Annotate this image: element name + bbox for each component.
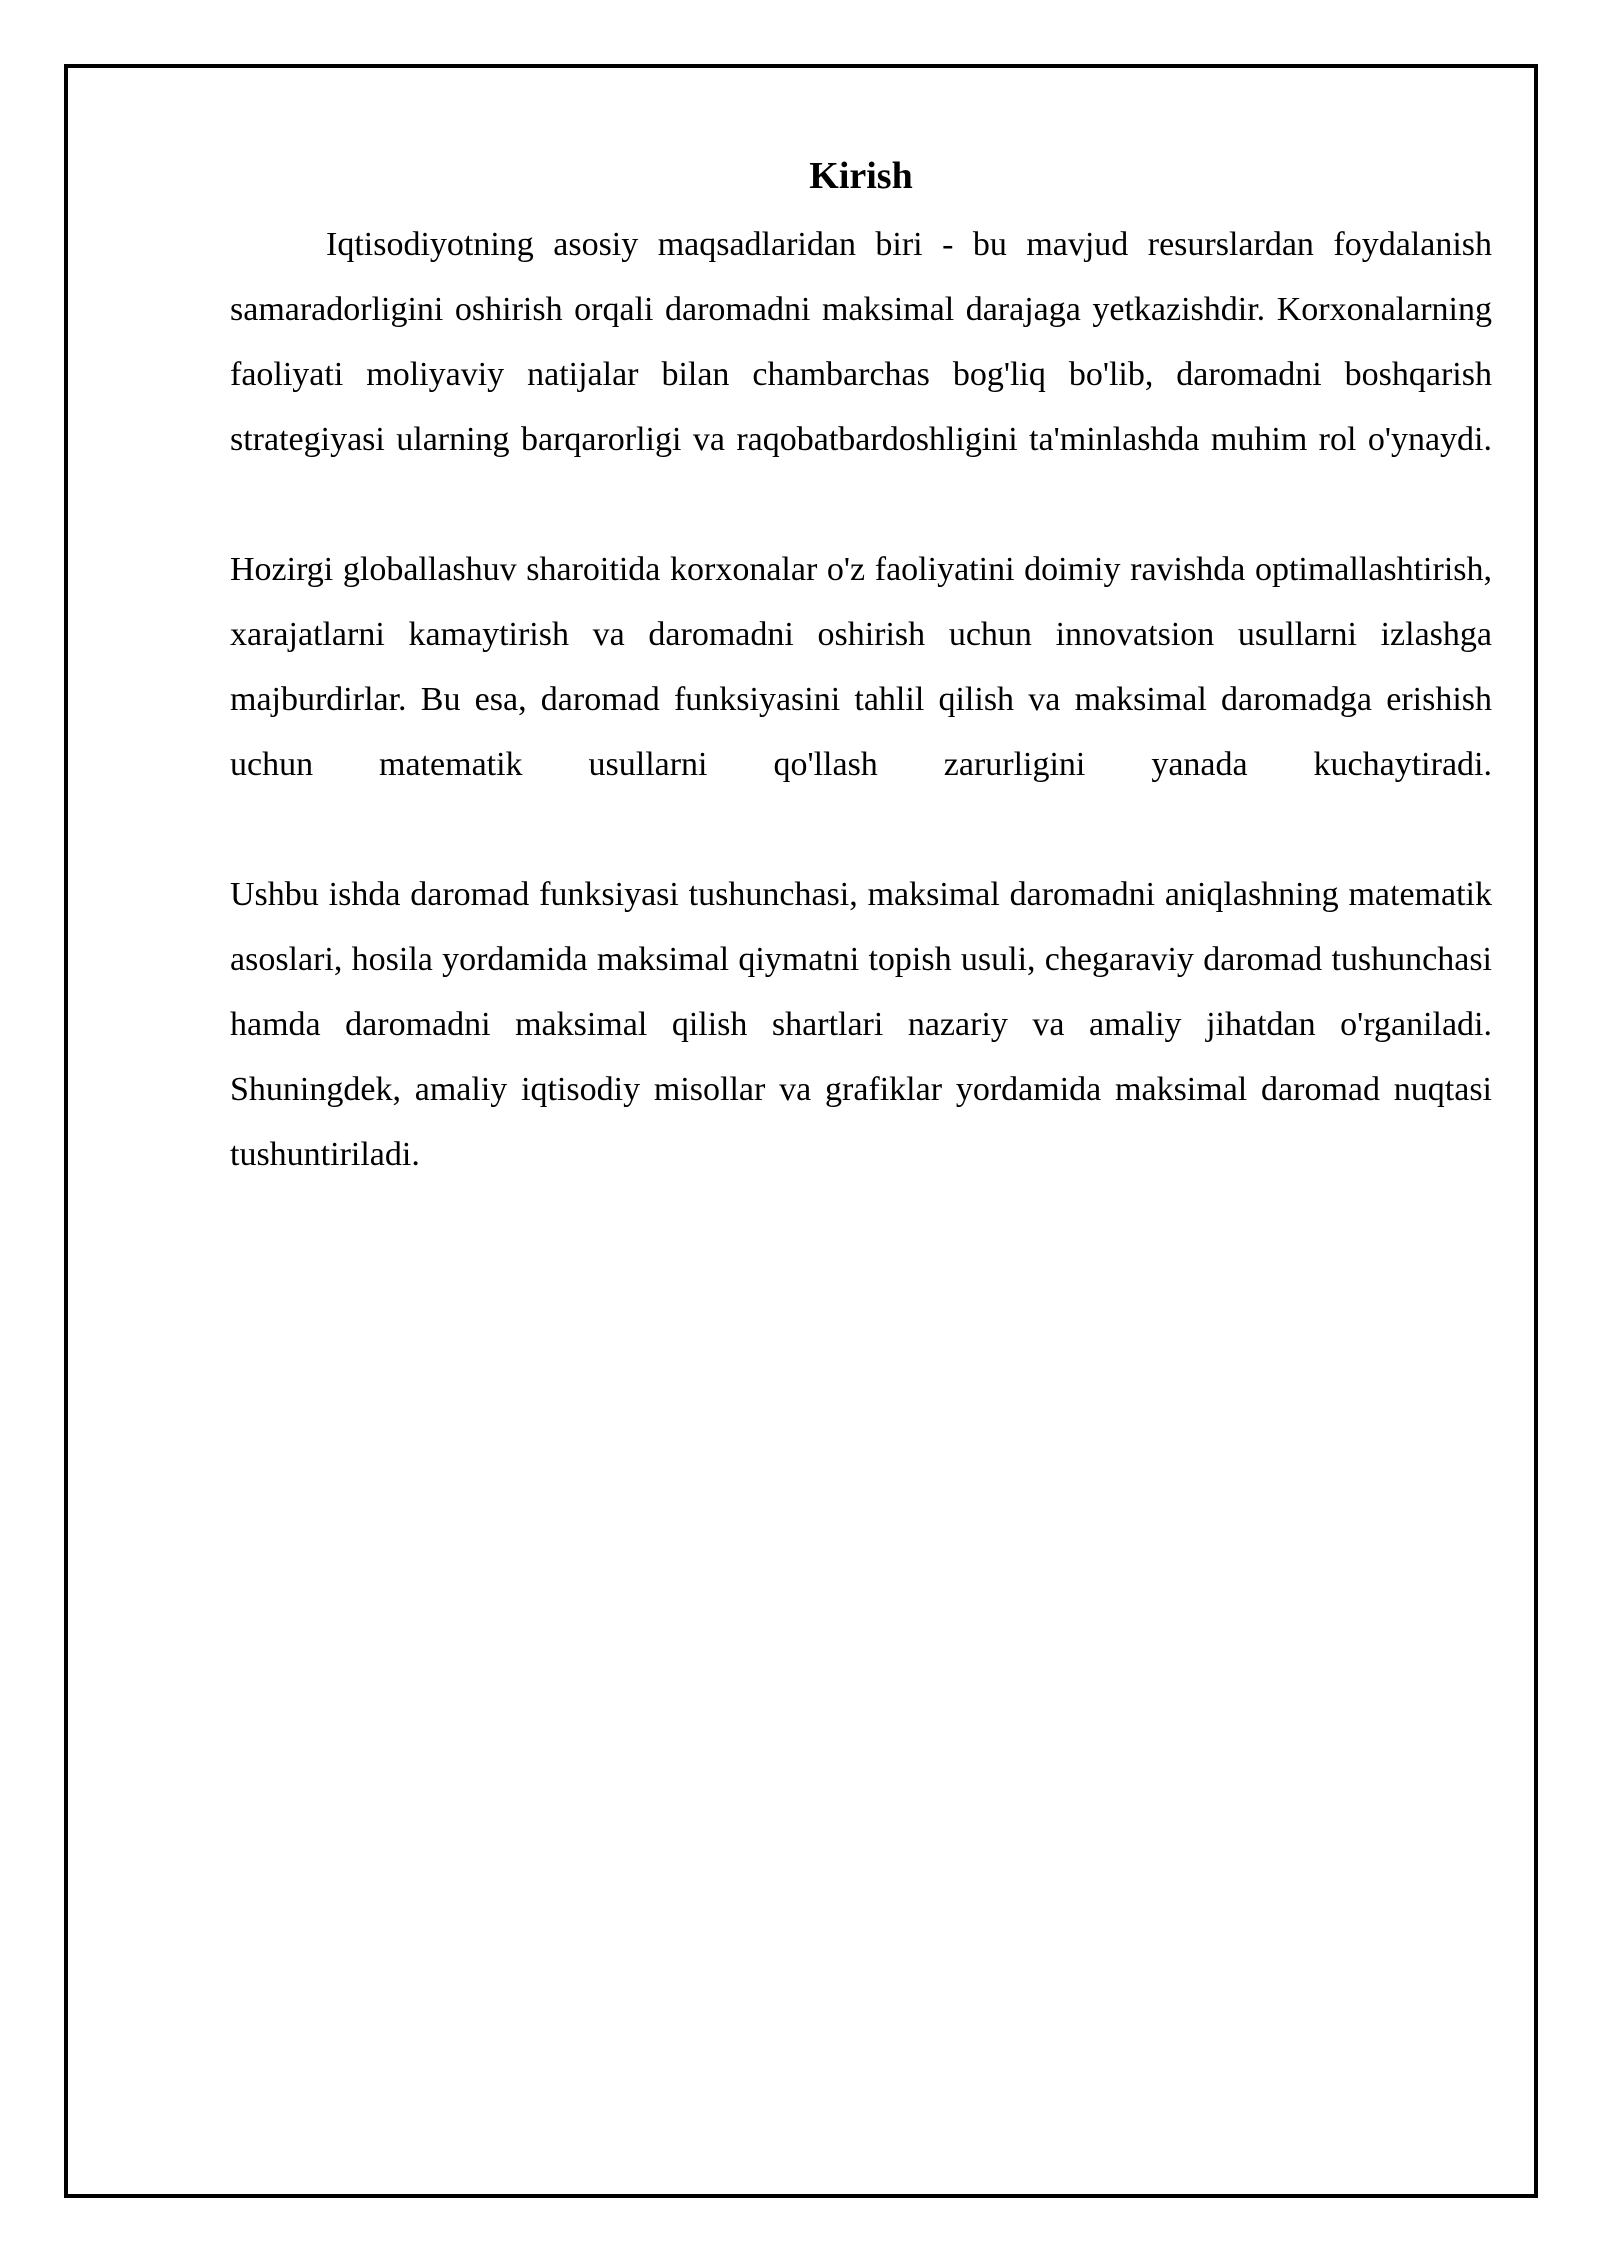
document-body (230, 150, 1492, 1187)
page-title: Kirish (809, 155, 913, 197)
paragraph-2: Hozirgi globallashuv sharoitida korxonalar o'z faoliyatini doimiy ravishda optimallashtirish, xarajatlarni kamaytirish va daromadni oshirish uchun innovatsion usullarni izlashga majburdirlar. Bu esa, daromad funksiyasini tahlil qilish va maksimal daromadga erishish uchun matematik usullarni qo'llash zarurligini yanada kuchaytiradi. (230, 551, 1492, 783)
paragraph-1: Iqtisodiyotning asosiy maqsadlaridan biri - bu mavjud resurslardan foydalanish samaradorligini oshirish orqali daromadni maksimal darajaga yetkazishdir. Korxonalarning faoliyati moliyaviy natijalar bilan chambarchas bog'liq bo'lib, daromadni boshqarish strategiyasi ularning barqarorligi va raqobatbardoshligini ta'minlashda muhim rol o'ynaydi. (230, 226, 1492, 458)
paragraph-spacer (230, 797, 1492, 862)
paragraph-spacer (230, 472, 1492, 537)
paragraph-3: Ushbu ishda daromad funksiyasi tushunchasi, maksimal daromadni aniqlashning matematik asoslari, hosila yordamida maksimal qiymatni topish usuli, chegaraviy daromad tushunchasi hamda daromadni maksimal qilish shartlari nazariy va amaliy jihatdan o'rganiladi. Shuningdek, amaliy iqtisodiy misollar va grafiklar yordamida maksimal daromad nuqtasi tushuntiriladi. (230, 876, 1492, 1173)
